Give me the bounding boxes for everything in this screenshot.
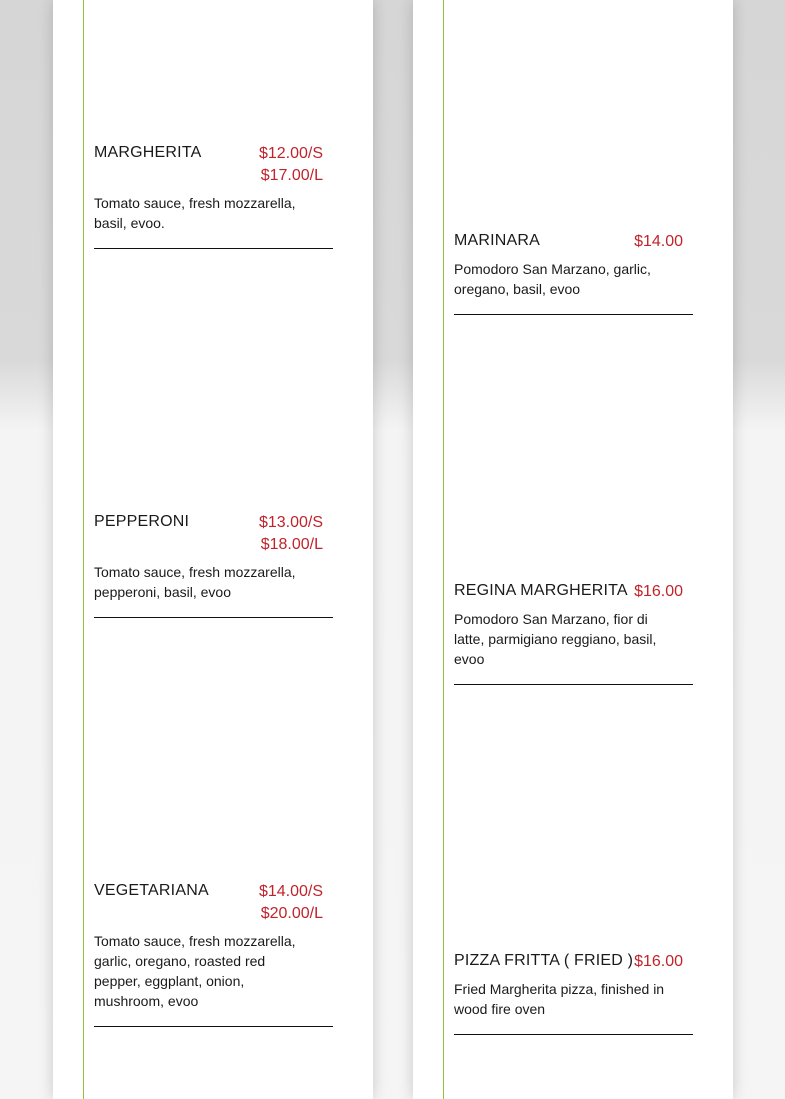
menu-item-header (94, 512, 333, 556)
menu-item-name: REGINA MARGHERITA (454, 582, 628, 599)
menu-item-header (454, 951, 693, 973)
price-large: $18.00/L (260, 536, 323, 553)
menu-item-header (94, 881, 333, 925)
menu-item-name: PIZZA FRITTA ( FRIED ) (454, 952, 634, 969)
menu-item-header (454, 231, 693, 253)
menu-item-name: PEPPERONI (94, 513, 190, 530)
accent-divider-line (83, 0, 84, 1099)
accent-divider-line (443, 0, 444, 1099)
price-small: $12.00/S (258, 145, 323, 162)
price-small: $13.00/S (258, 514, 323, 531)
price-small: $14.00/S (258, 883, 323, 900)
menu-item-pepperoni[interactable] (94, 512, 333, 618)
menu-item-pizza-fritta[interactable] (454, 951, 693, 1035)
menu-item-description: Tomato sauce, fresh mozzarella, basil, evoo. (94, 195, 296, 231)
menu-item-description: Tomato sauce, fresh mozzarella, garlic, oregano, roasted red pepper, eggplant, onion, mushroom, evoo (94, 933, 296, 1009)
menu-item-prices (634, 231, 683, 253)
menu-item-prices (259, 143, 323, 187)
menu-item-marinara[interactable] (454, 231, 693, 315)
price-large: $20.00/L (260, 905, 323, 922)
menu-item-regina-margherita[interactable] (454, 581, 693, 685)
price: $16.00 (634, 583, 683, 600)
menu-item-name: MARGHERITA (94, 144, 202, 161)
menu-item-description: Tomato sauce, fresh mozzarella, pepperoni, basil, evoo (94, 564, 296, 600)
menu-item-name: MARINARA (454, 232, 541, 249)
menu-item-description: Pomodoro San Marzano, fior di latte, parmigiano reggiano, basil, evoo (454, 611, 657, 667)
price-large: $17.00/L (260, 167, 323, 184)
menu-item-header (94, 143, 333, 187)
menu-item-description: Fried Margherita pizza, finished in wood fire oven (454, 981, 665, 1017)
menu-item-name: VEGETARIANA (94, 882, 209, 899)
price: $16.00 (634, 953, 683, 970)
menu-item-prices (259, 881, 323, 925)
menu-column-right (413, 0, 733, 1099)
menu-item-vegetariana[interactable] (94, 881, 333, 1027)
menu-item-prices (259, 512, 323, 556)
menu-item-prices (634, 581, 683, 603)
menu-item-margherita[interactable] (94, 143, 333, 249)
menu-item-description: Pomodoro San Marzano, garlic, oregano, basil, evoo (454, 261, 651, 297)
price: $14.00 (634, 233, 683, 250)
menu-item-header (454, 581, 693, 603)
menu-item-prices (634, 951, 683, 973)
menu-column-left (53, 0, 373, 1099)
